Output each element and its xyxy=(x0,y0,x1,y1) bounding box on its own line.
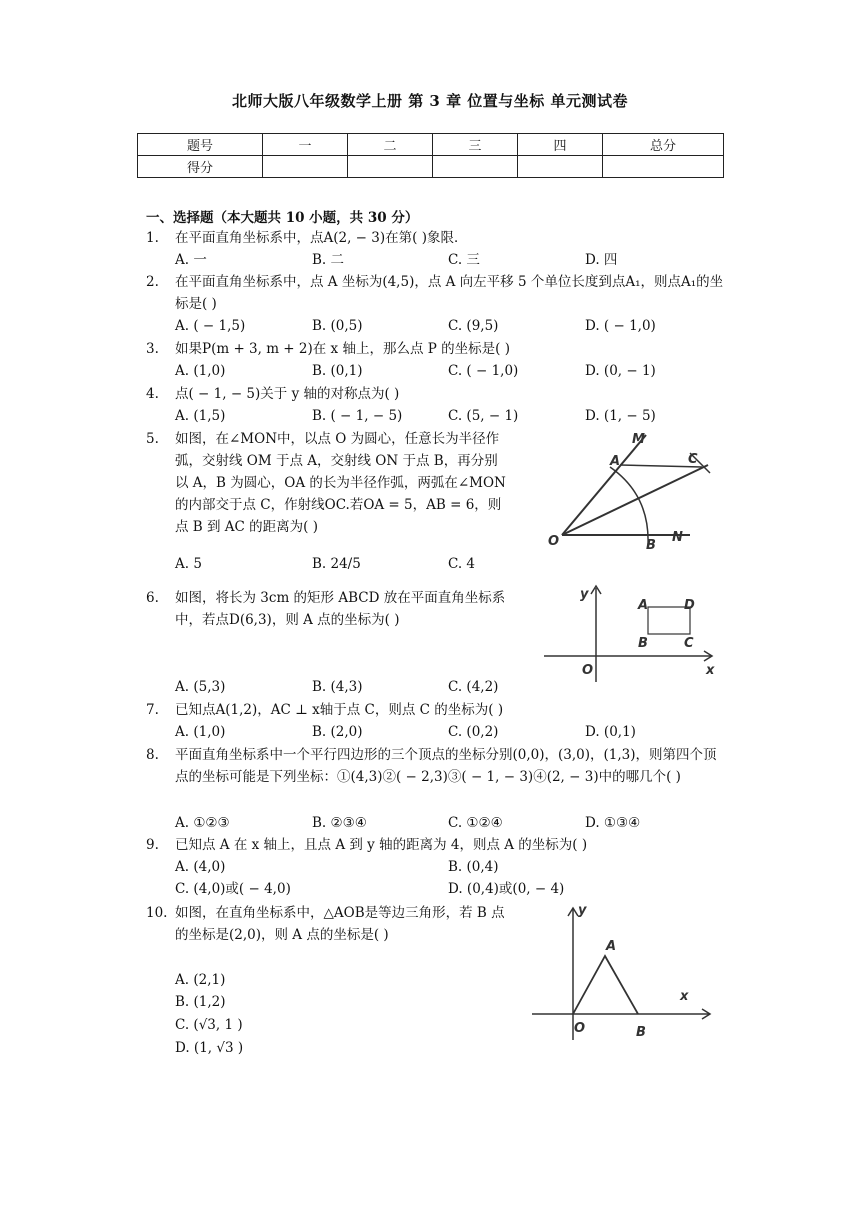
score-input-cell[interactable] xyxy=(263,156,348,178)
question-stem: 点( − 1, − 5)关于 y 轴的对称点为( ) xyxy=(175,386,400,402)
question-5 xyxy=(146,428,506,538)
question-6 xyxy=(146,587,506,631)
option-b[interactable]: B. (1,2) xyxy=(175,994,226,1010)
question-stem: 如图，在∠MON中，以点 O 为圆心，任意长为半径作弧，交射线 OM 于点 A，交射线 ON 于点 B，再分别以 A，B 为圆心，OA 的长为半径作弧，两弧在∠MON的内部交于点 C，作射线OC.若OA = 5，AB = 6，则点 B 到 AC 的距离为( ) xyxy=(175,431,506,535)
score-table-header-row xyxy=(138,134,724,156)
figure-equilateral-triangle xyxy=(530,898,720,1048)
options-1 xyxy=(175,249,735,271)
option-a[interactable]: A. (1,5) xyxy=(175,408,226,424)
label-x: x xyxy=(680,989,689,1004)
table-cell: 二 xyxy=(348,134,433,156)
question-number: 3. xyxy=(146,341,159,357)
label-x: x xyxy=(706,663,715,678)
option-b[interactable]: B. (2,0) xyxy=(312,724,363,740)
option-c[interactable]: C. (9,5) xyxy=(448,318,499,334)
options-4 xyxy=(175,405,735,427)
option-c[interactable]: C. 三 xyxy=(448,252,480,268)
question-10 xyxy=(146,902,506,946)
score-input-cell[interactable] xyxy=(518,156,603,178)
options-7 xyxy=(175,721,735,743)
question-number: 4. xyxy=(146,386,159,402)
option-b[interactable]: B. (0,4) xyxy=(448,859,499,875)
option-c[interactable]: C. (0,2) xyxy=(448,724,499,740)
option-a[interactable]: A. (4,0) xyxy=(175,859,226,875)
option-b[interactable]: B. (0,1) xyxy=(312,363,363,379)
option-b[interactable]: B. ( − 1, − 5) xyxy=(312,408,403,424)
label-b: B xyxy=(636,1025,646,1040)
question-number: 9. xyxy=(146,837,159,853)
option-c[interactable]: C. 4 xyxy=(448,556,476,572)
option-b[interactable]: B. (4,3) xyxy=(312,679,363,695)
question-8 xyxy=(146,744,726,788)
options-3 xyxy=(175,360,735,382)
label-a: A xyxy=(638,598,649,613)
question-9 xyxy=(146,834,726,856)
label-o: O xyxy=(574,1021,586,1036)
question-stem: 平面直角坐标系中一个平行四边形的三个顶点的坐标分别(0,0)，(3,0)，(1,3)，则第四个顶点的坐标可能是下列坐标：①(4,3)②( − 2,3)③( − 1, − 3)④(2, − 3)中的哪几个( ) xyxy=(175,747,717,785)
option-a[interactable]: A. 一 xyxy=(175,252,207,268)
options-9-row2 xyxy=(175,878,735,900)
options-9-row1 xyxy=(175,856,735,878)
score-table xyxy=(137,133,724,178)
label-a: A xyxy=(606,939,617,954)
options-5 xyxy=(175,553,735,575)
option-d[interactable]: D. (0,4)或(0, − 4) xyxy=(448,881,565,897)
option-a[interactable]: A. ( − 1,5) xyxy=(175,318,246,334)
option-c[interactable]: C. (4,0)或( − 4,0) xyxy=(175,881,291,897)
question-stem: 如图，在直角坐标系中，△AOB是等边三角形，若 B 点的坐标是(2,0)，则 A 点的坐标是( ) xyxy=(175,905,505,943)
option-d[interactable]: D. (0, − 1) xyxy=(585,363,656,379)
option-a[interactable]: A. (5,3) xyxy=(175,679,226,695)
question-stem: 已知点 A 在 x 轴上，且点 A 到 y 轴的距离为 4，则点 A 的坐标为( ) xyxy=(175,837,588,853)
question-number: 5. xyxy=(146,431,159,447)
label-o: O xyxy=(548,534,560,549)
table-cell: 得分 xyxy=(138,156,263,178)
question-number: 1. xyxy=(146,230,159,246)
option-a[interactable]: A. (1,0) xyxy=(175,363,226,379)
question-7 xyxy=(146,699,726,721)
question-number: 10. xyxy=(146,905,168,921)
page-title: 北师大版八年级数学上册 第 3 章 位置与坐标 单元测试卷 xyxy=(231,92,629,110)
option-a[interactable]: A. 5 xyxy=(175,556,202,572)
score-input-cell[interactable] xyxy=(348,156,433,178)
option-d[interactable]: D. (1, − 5) xyxy=(585,408,656,424)
table-cell: 一 xyxy=(263,134,348,156)
label-c: C xyxy=(688,452,698,467)
figure-rectangle-coordinates xyxy=(542,582,722,687)
question-number: 7. xyxy=(146,702,159,718)
question-number: 2. xyxy=(146,274,159,290)
option-c[interactable]: C. (5, − 1) xyxy=(448,408,519,424)
table-cell: 总分 xyxy=(603,134,724,156)
option-c[interactable]: C. (4,2) xyxy=(448,679,499,695)
question-4 xyxy=(146,383,726,405)
label-b: B xyxy=(638,636,648,651)
question-2 xyxy=(146,271,726,315)
option-d[interactable]: D. (1, √3 ) xyxy=(175,1040,244,1056)
option-c[interactable]: C. ①②④ xyxy=(448,815,503,831)
option-a[interactable]: A. (1,0) xyxy=(175,724,226,740)
question-stem: 如图，将长为 3cm 的矩形 ABCD 放在平面直角坐标系中，若点D(6,3)，则 A 点的坐标为( ) xyxy=(175,590,506,628)
label-b: B xyxy=(646,538,656,553)
label-y: y xyxy=(578,903,587,918)
option-c[interactable]: C. ( − 1,0) xyxy=(448,363,519,379)
score-table-score-row xyxy=(138,156,724,178)
section-heading: 一、选择题（本大题共 10 小题，共 30 分） xyxy=(146,210,419,226)
table-cell: 三 xyxy=(433,134,518,156)
label-m: M xyxy=(632,432,645,447)
question-stem: 已知点A(1,2)，AC ⊥ x轴于点 C，则点 C 的坐标为( ) xyxy=(175,702,504,718)
option-b[interactable]: B. ②③④ xyxy=(312,815,367,831)
option-b[interactable]: B. 二 xyxy=(312,252,345,268)
question-number: 8. xyxy=(146,747,159,763)
label-a: A xyxy=(610,454,621,469)
option-d[interactable]: D. 四 xyxy=(585,252,618,268)
option-d[interactable]: D. (0,1) xyxy=(585,724,636,740)
label-d: D xyxy=(684,598,695,613)
question-number: 6. xyxy=(146,590,159,606)
score-input-cell[interactable] xyxy=(433,156,518,178)
question-3 xyxy=(146,338,726,360)
option-d[interactable]: D. ( − 1,0) xyxy=(585,318,656,334)
table-cell: 题号 xyxy=(138,134,263,156)
label-n: N xyxy=(672,530,683,545)
figure-angle-construction xyxy=(540,425,730,555)
table-cell: 四 xyxy=(518,134,603,156)
question-stem: 在平面直角坐标系中，点 A 坐标为(4,5)，点 A 向左平移 5 个单位长度到点A₁，则点A₁的坐标是( ) xyxy=(175,274,724,312)
options-8 xyxy=(175,812,735,834)
question-stem: 如果P(m + 3, m + 2)在 x 轴上，那么点 P 的坐标是( ) xyxy=(175,341,510,357)
option-a[interactable]: A. ①②③ xyxy=(175,815,230,831)
question-stem: 在平面直角坐标系中，点A(2, − 3)在第( )象限． xyxy=(175,230,468,246)
option-a[interactable]: A. (2,1) xyxy=(175,972,226,988)
score-input-cell[interactable] xyxy=(603,156,724,178)
option-c[interactable]: C. (√3, 1 ) xyxy=(175,1017,243,1033)
option-b[interactable]: B. (0,5) xyxy=(312,318,363,334)
options-2 xyxy=(175,315,735,337)
label-y: y xyxy=(580,587,589,602)
option-d[interactable]: D. ①③④ xyxy=(585,815,641,831)
label-c: C xyxy=(684,636,694,651)
label-o: O xyxy=(582,663,594,678)
option-b[interactable]: B. 24/5 xyxy=(312,556,361,572)
question-1 xyxy=(146,227,726,249)
